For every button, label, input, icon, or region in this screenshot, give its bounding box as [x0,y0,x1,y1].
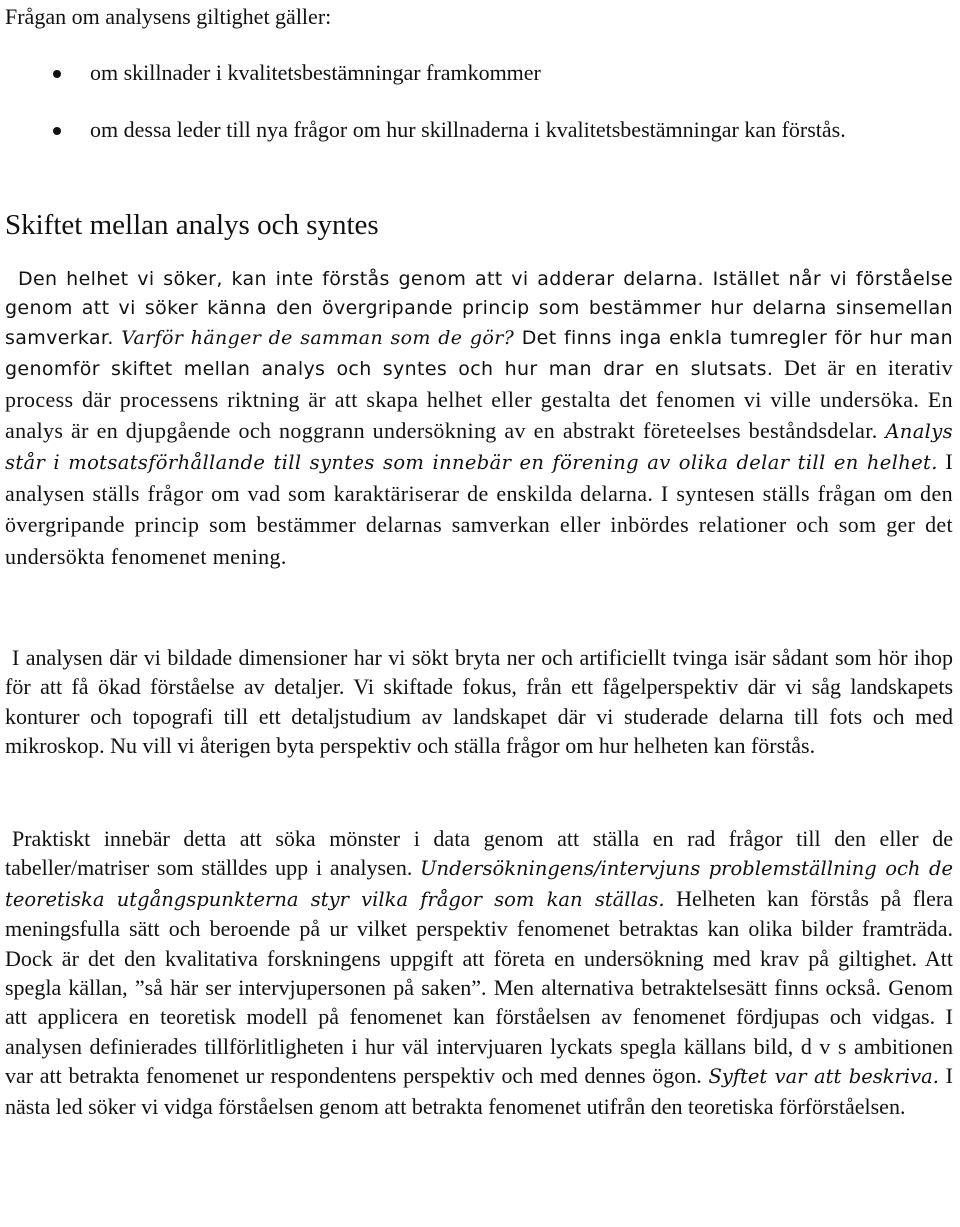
emphasis-text: Syftet var att beskriva. [708,1065,939,1089]
paragraph-dimensions [5,643,953,761]
paragraph-text: I analysen ställs frågor om vad som karaktäriserar de enskilda delarna. I syntesen ställs frågan om den övergripande princip som bestämmer delarnas samverkan eller inbördes relationer och som ger det undersökta fenomenet mening. [5,449,953,569]
bullet-icon [53,70,61,78]
paragraph-text: I analysen där vi bildade dimensioner har vi sökt bryta ner och artificiellt tvinga isär sådant som hör ihop för att få ökad förståelse av detaljer. Vi skiftade fokus, från ett fågelperspektiv där vi såg landskapets konturer och topografi till ett detaljstudium av landskapet där vi studerade delarna till fots och med mikroskop. Nu vill vi återigen byta perspektiv och ställa frågor om hur helheten kan förstås. [5,645,953,759]
intro-line: Frågan om analysens giltighet gäller: [5,4,332,29]
paragraph-text: Praktiskt innebär detta att söka mönster i data genom att ställa en rad frågor till den eller de tabeller/matriser som ställdes upp i analysen. [5,826,953,881]
paragraph-text: Helheten kan förstås på flera meningsfulla sätt och beroende på ur vilket perspektiv fenomenet betraktas kan olika bilder framträda. Dock är det den kvalitativa forskningens uppgift att företa en undersökning med krav på giltighet. Att spegla källan, ”så här ser intervjupersonen på saken”. Men alternativa betraktelsesätt finns också. Genom att applicera en teoretisk modell på fenomenet kan förståelsen av fenomenet fördjupas och vidgas. I analysen definierades tillförlitligheten i hur väl intervjuaren lyckats spegla källans bild, d v s ambitionen var att betrakta fenomenet ur respondentens perspektiv och med dennes ögon. [5,885,953,1089]
bullet-text: om skillnader i kvalitetsbestämningar framkommer [90,60,541,85]
bullet-text: om dessa leder till nya frågor om hur skillnaderna i kvalitetsbestämningar kan förstås. [90,117,846,143]
list-item [5,58,953,87]
emphasis-text: Analys står i motsatsförhållande till syntes som innebär en förening av olika delar till en helhet. [5,420,953,475]
emphasis-text: Undersökningens/intervjuns problemställning och de teoretiska utgångspunkterna styr vilka frågor som kan ställas. [5,857,953,911]
list-item [5,115,953,144]
paragraph-analysis-synthesis [5,265,953,573]
emphasis-text: Varför hänger de samman som de gör? [121,326,515,349]
paragraph-text: Det finns inga enkla tumregler för hur man genomför skiftet mellan analys och syntes och hur man drar en slutsats. [5,326,953,381]
paragraph-text: Den helhet vi söker, kan inte förstås genom att vi adderar delarna. Istället når vi förståelse genom att vi söker känna den övergripande princip som bestämmer hur delarna sinsemellan samverkar. [5,268,953,349]
paragraph-practice [5,824,953,1121]
paragraph-text: I nästa led söker vi vidga förståelsen genom att betrakta fenomenet utifrån den teoretiska förförståelsen. [5,1063,953,1119]
paragraph-text: Det är en iterativ process där processens riktning är att skapa helhet eller gestalta det fenomen vi ville undersöka. En analys är en djupgående och noggrann undersökning av en abstrakt företeelses beståndsdelar. [5,355,953,444]
section-heading: Skiftet mellan analys och syntes [5,209,379,241]
bullet-list [5,58,953,145]
